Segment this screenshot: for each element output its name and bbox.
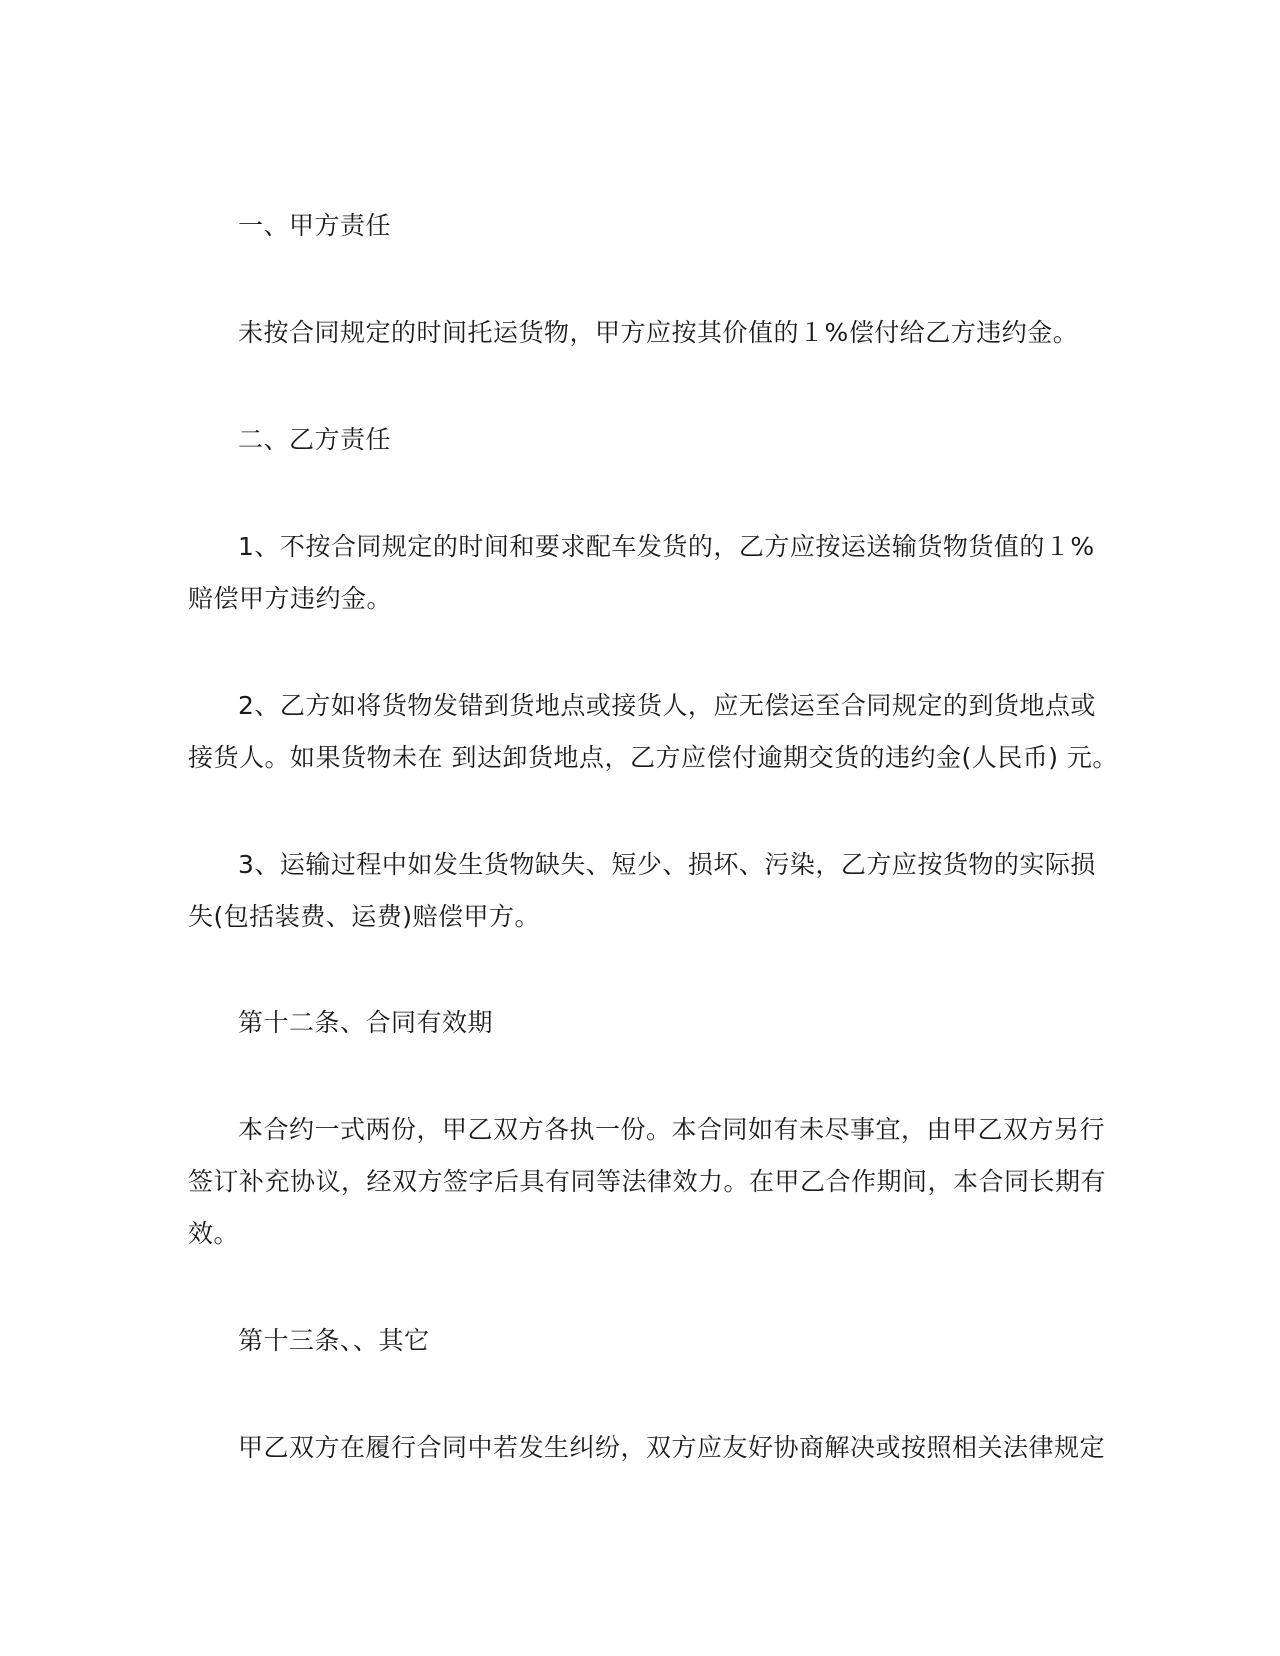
section2-heading: 二、乙方责任 bbox=[238, 425, 392, 454]
article12-line2: 签订补充协议，经双方签字后具有同等法律效力。在甲乙合作期间，本合同长期有 bbox=[188, 1167, 1107, 1196]
item2-line1: 2、乙方如将货物发错到货地点或接货人，应无偿运至合同规定的到货地点或 bbox=[238, 691, 1096, 720]
section1-heading: 一、甲方责任 bbox=[238, 211, 392, 240]
item2-line2: 接货人。如果货物未在 到达卸货地点，乙方应偿付逾期交货的违约金(人民币) 元。 bbox=[188, 743, 1118, 772]
item1-line2: 赔偿甲方违约金。 bbox=[188, 584, 393, 613]
section1-body: 未按合同规定的时间托运货物，甲方应按其价值的１%偿付给乙方违约金。 bbox=[238, 318, 1079, 347]
item3-line1: 3、运输过程中如发生货物缺失、短少、损坏、污染，乙方应按货物的实际损 bbox=[238, 850, 1096, 879]
article12-line1: 本合约一式两份，甲乙双方各执一份。本合同如有未尽事宜，由甲乙双方另行 bbox=[238, 1115, 1106, 1144]
article12-heading: 第十二条、合同有效期 bbox=[238, 1008, 494, 1037]
article13-line1: 甲乙双方在履行合同中若发生纠纷，双方应友好协商解决或按照相关法律规定 bbox=[238, 1433, 1106, 1462]
item3-line2: 失(包括装费、运费)赔偿甲方。 bbox=[188, 902, 541, 931]
item1-line1: 1、不按合同规定的时间和要求配车发货的，乙方应按运送输货物货值的１% bbox=[238, 532, 1095, 561]
article13-heading: 第十三条、、其它 bbox=[238, 1326, 430, 1355]
article12-line3: 效。 bbox=[188, 1219, 240, 1248]
